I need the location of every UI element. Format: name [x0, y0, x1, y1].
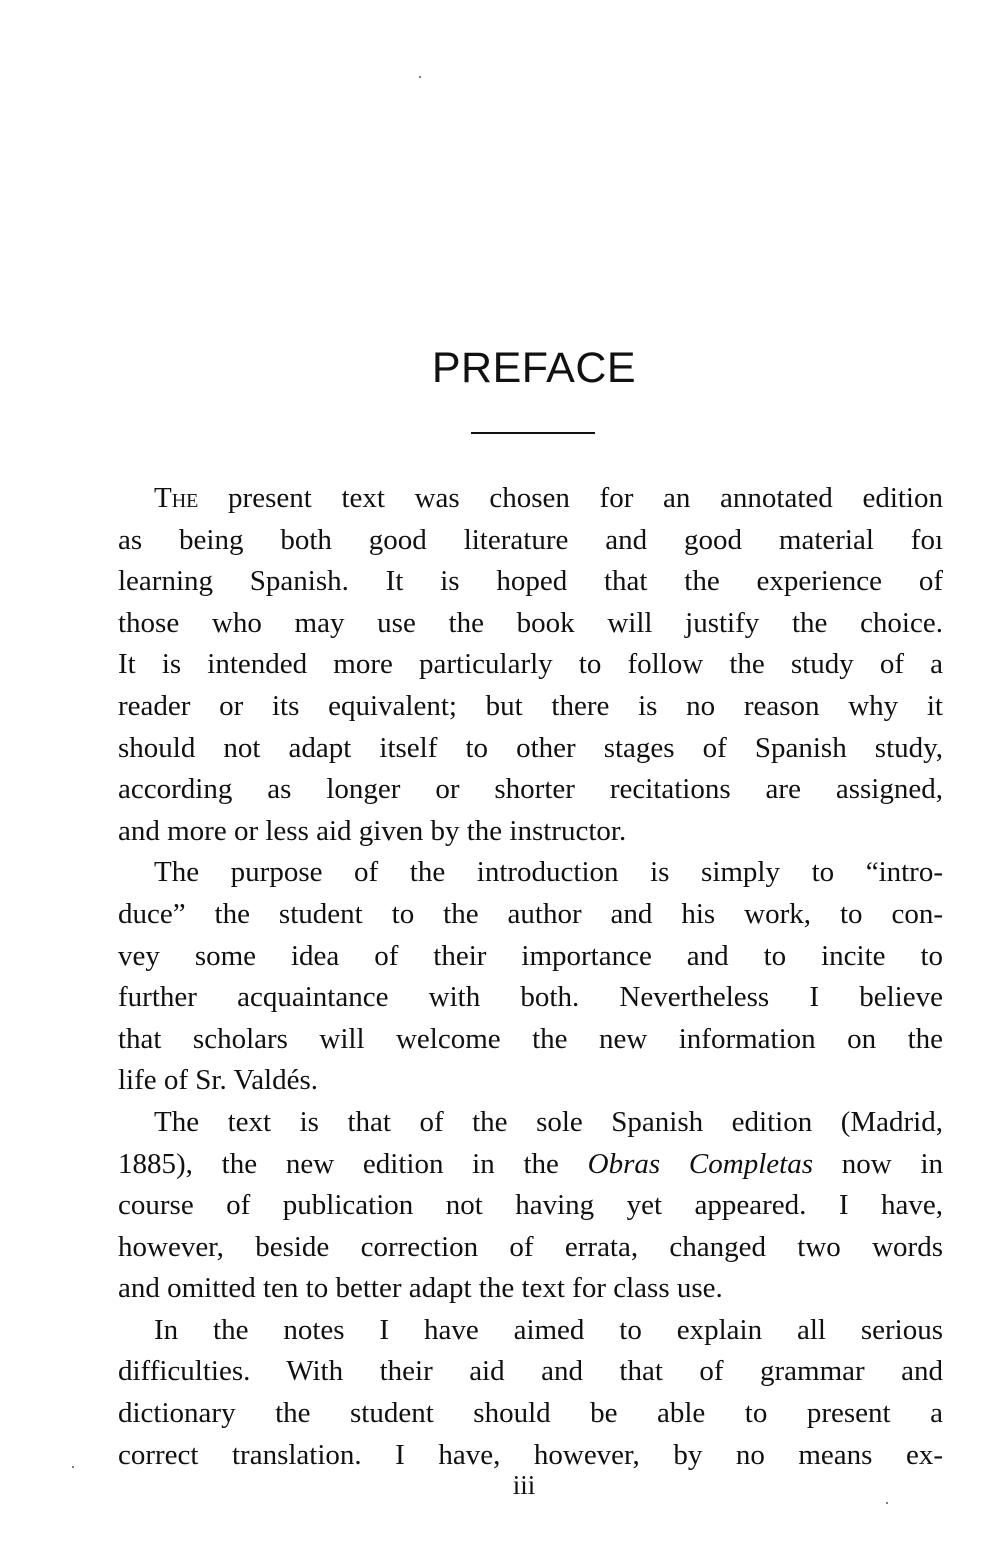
- text-line: that scholars will welcome the new information on the: [118, 1022, 943, 1055]
- text-line: correct translation. I have, however, by no means ex-: [118, 1438, 943, 1471]
- preface-body: [118, 478, 943, 1476]
- ink-speck: [419, 76, 421, 78]
- text-line: course of publication not having yet appeared. I have,: [118, 1189, 943, 1222]
- text-line: In the notes I have aimed to explain all serious: [154, 1313, 943, 1346]
- text-line: those who may use the book will justify the choice.: [118, 606, 943, 639]
- lead-word: The: [154, 482, 199, 514]
- text-line: should not adapt itself to other stages of Spanish study,: [118, 731, 943, 764]
- text-fragment: present text was chosen for an annotated edition: [198, 482, 943, 514]
- text-line: according as longer or shorter recitations are assigned,: [118, 773, 943, 806]
- text-line: dictionary the student should be able to present a: [118, 1397, 943, 1430]
- text-line: reader or its equivalent; but there is no reason why it: [118, 689, 943, 722]
- text-line: duce” the student to the author and his work, to con-: [118, 897, 943, 930]
- title-rule: [471, 432, 595, 434]
- text-line: [118, 1144, 943, 1186]
- text-line: and omitted ten to better adapt the text for class use.: [118, 1272, 723, 1305]
- ink-speck: [886, 1502, 888, 1504]
- text-line: learning Spanish. It is hoped that the experience of: [118, 565, 943, 598]
- paragraph-2: [118, 852, 943, 1102]
- paragraph-1: [118, 478, 943, 852]
- text-line: The purpose of the introduction is simply to “intro-: [154, 856, 943, 889]
- text-line: It is intended more particularly to follow the study of a: [118, 648, 943, 681]
- text-line: and more or less aid given by the instructor.: [118, 814, 627, 847]
- text-line: vey some idea of their importance and to incite to: [118, 939, 943, 972]
- text-line: life of Sr. Valdés.: [118, 1064, 319, 1097]
- text-line: however, beside correction of errata, changed two words: [118, 1230, 943, 1263]
- text-line: as being both good literature and good material foı: [118, 523, 943, 556]
- text-fragment: now in: [813, 1147, 943, 1180]
- page-title: PREFACE: [431, 344, 637, 392]
- text-line: [118, 478, 943, 520]
- text-fragment: 1885), the new edition in the: [118, 1147, 588, 1180]
- paragraph-4: [118, 1310, 943, 1476]
- ink-speck: [72, 1466, 74, 1468]
- text-line: The text is that of the sole Spanish edition (Madrid,: [154, 1105, 943, 1138]
- paragraph-3: [118, 1102, 943, 1310]
- text-line: further acquaintance with both. Nevertheless I believe: [118, 981, 943, 1014]
- page-number: iii: [512, 1470, 536, 1500]
- text-line: difficulties. With their aid and that of grammar and: [118, 1355, 943, 1388]
- italic-title: Obras Completas: [587, 1147, 813, 1180]
